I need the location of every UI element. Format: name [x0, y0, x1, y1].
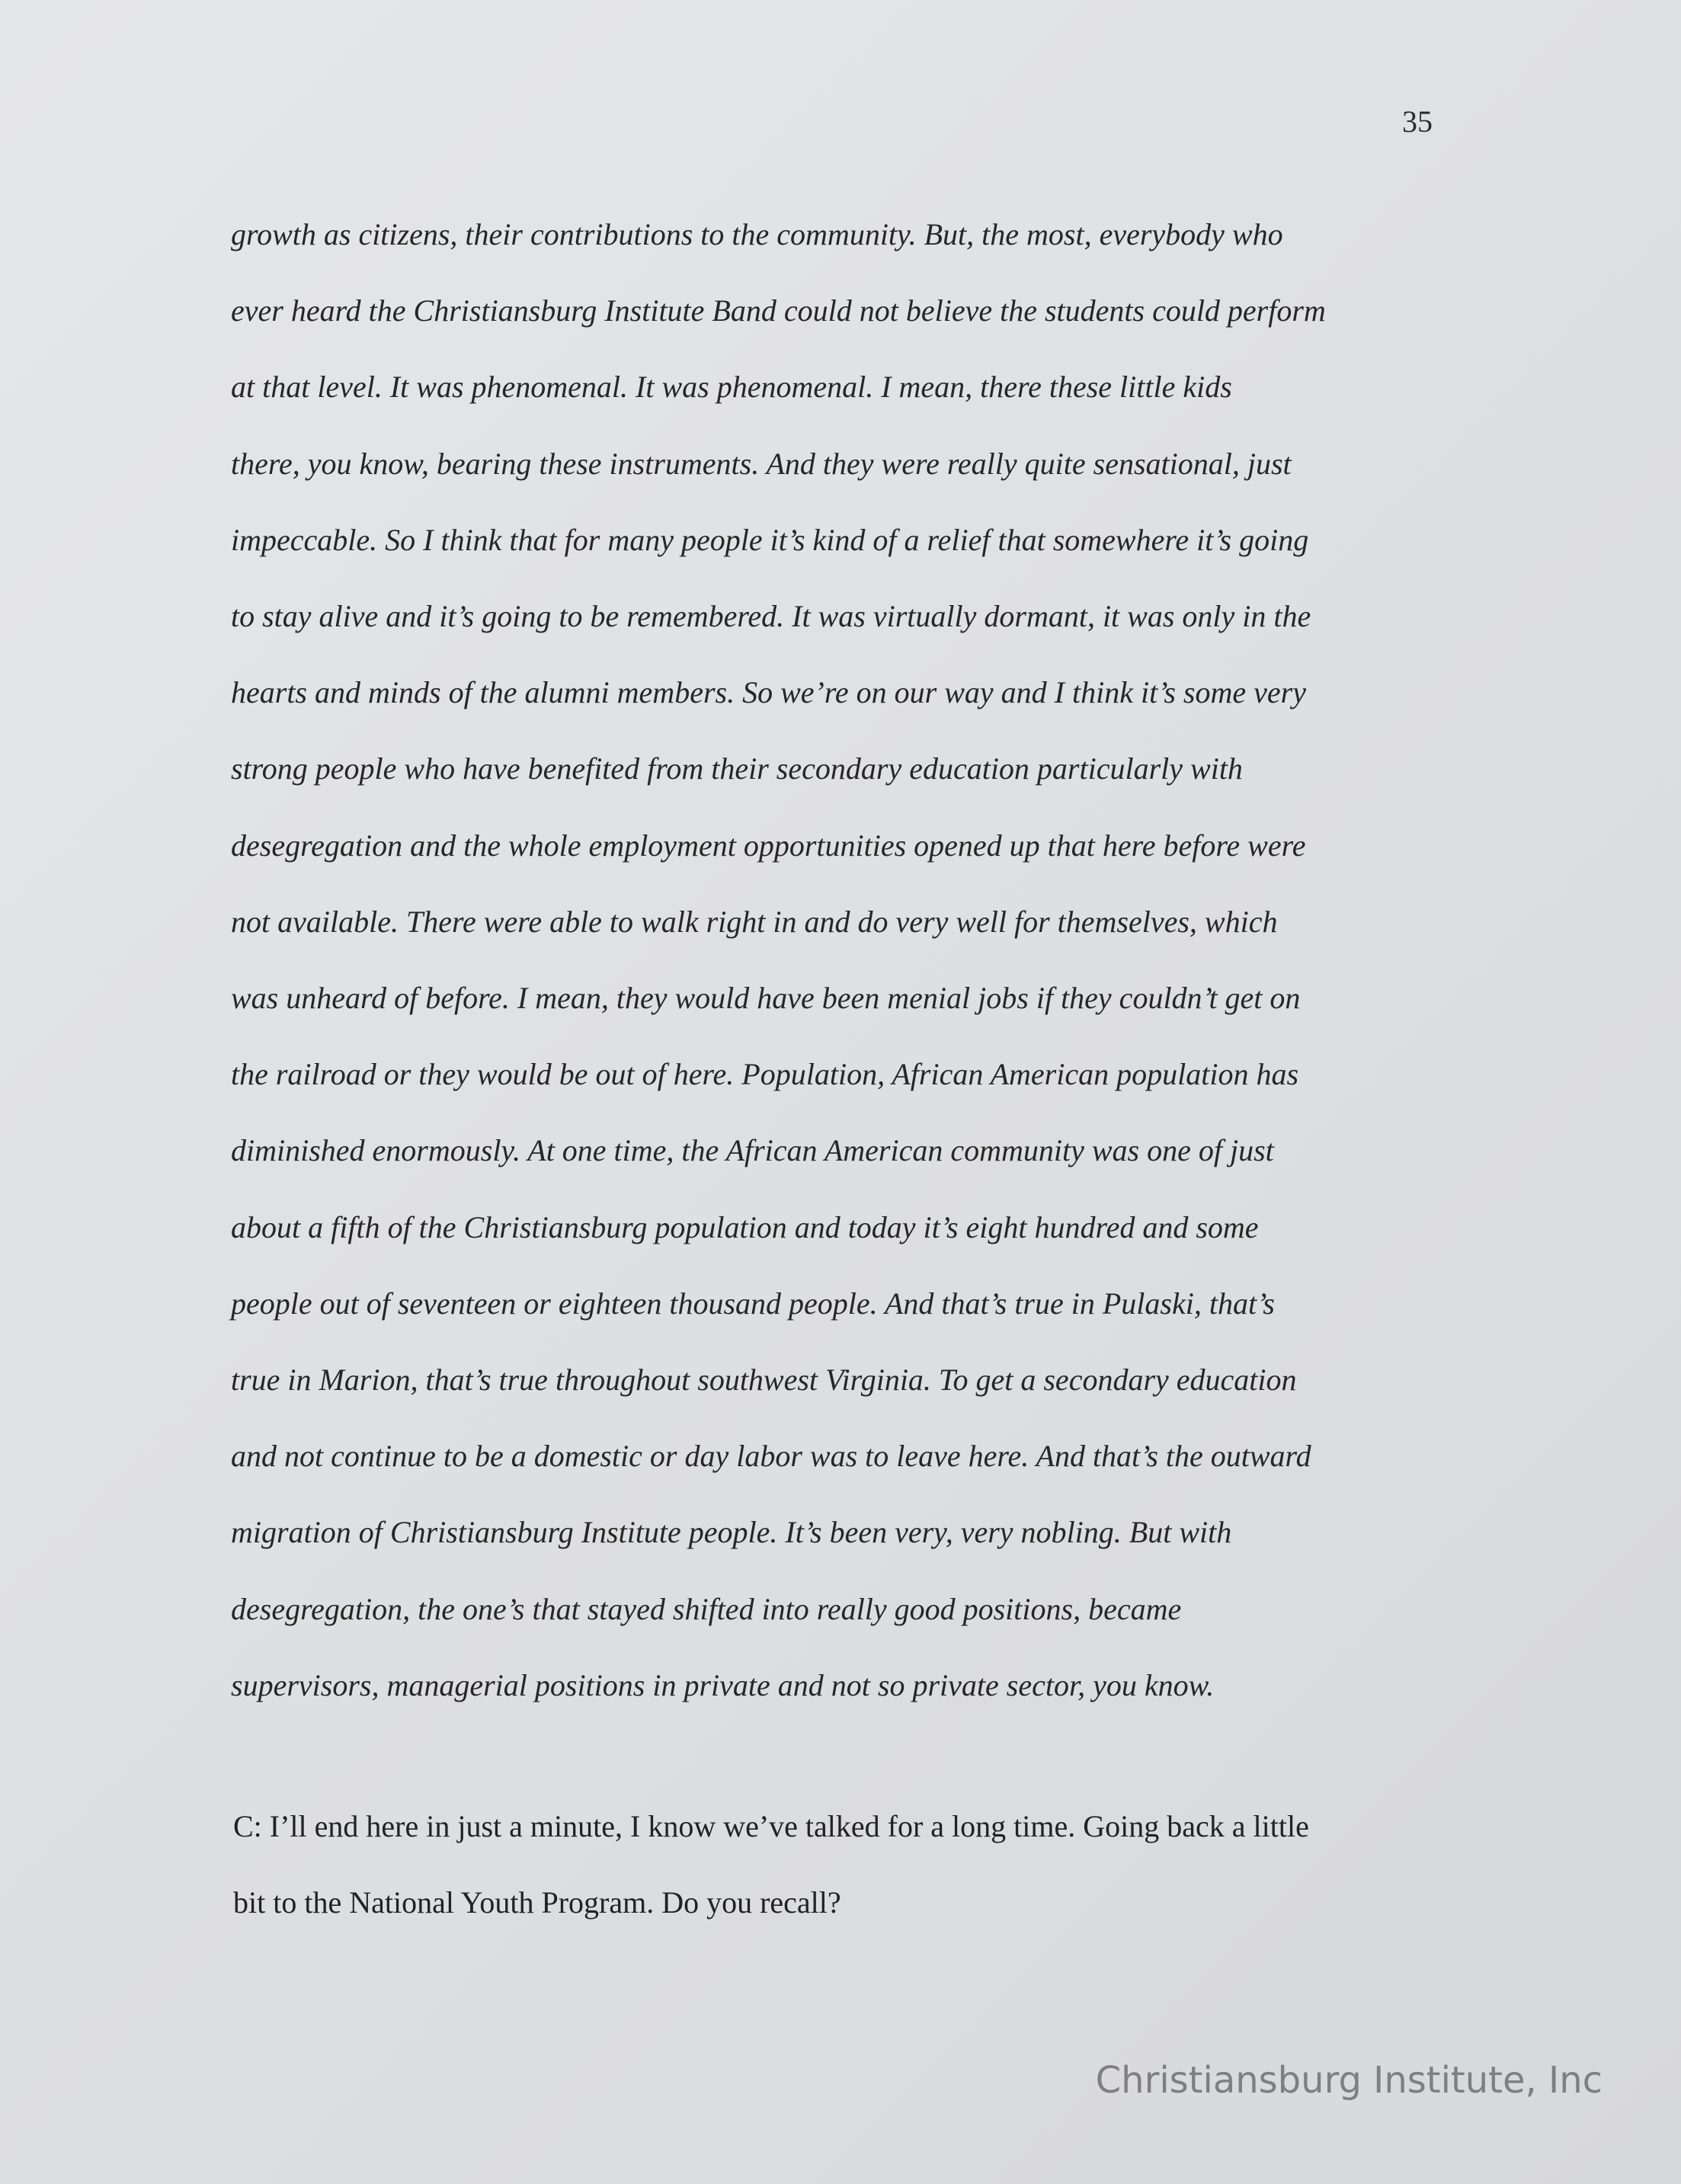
- text-line: diminished enormously. At one time, the African American community was one of just: [231, 1133, 1274, 1168]
- text-line: people out of seventeen or eighteen thousand people. And that’s true in Pulaski, that’s: [231, 1286, 1275, 1321]
- question-line: bit to the National Youth Program. Do you recall?: [233, 1885, 841, 1920]
- text-line: hearts and minds of the alumni members. So we’re on our way and I think it’s some very: [231, 675, 1306, 710]
- text-line: ever heard the Christiansburg Institute Band could not believe the students could perform: [231, 293, 1326, 328]
- text-line: strong people who have benefited from their secondary education particularly with: [231, 751, 1243, 786]
- text-line: impeccable. So I think that for many people it’s kind of a relief that somewhere it’s going: [231, 522, 1309, 557]
- question-line: C: I’ll end here in just a minute, I know we’ve talked for a long time. Going back a little: [233, 1809, 1309, 1843]
- text-line: migration of Christiansburg Institute people. It’s been very, very nobling. But with: [231, 1515, 1232, 1550]
- text-line: supervisors, managerial positions in private and not so private sector, you know.: [231, 1667, 1215, 1702]
- text-line: not available. There were able to walk right in and do very well for themselves, which: [231, 904, 1278, 939]
- narrative-paragraph: [231, 197, 1450, 1724]
- text-line: the railroad or they would be out of here. Population, African American population has: [231, 1057, 1299, 1092]
- text-line: desegregation and the whole employment opportunities opened up that here before were: [231, 828, 1306, 863]
- interviewer-question: [233, 1789, 1452, 1941]
- watermark: Christiansburg Institute, Inc: [1095, 2059, 1603, 2102]
- text-line: was unheard of before. I mean, they would have been menial jobs if they couldn’t get on: [231, 981, 1301, 1016]
- text-line: desegregation, the one’s that stayed shifted into really good positions, became: [231, 1591, 1182, 1626]
- text-line: about a fifth of the Christiansburg population and today it’s eight hundred and some: [231, 1209, 1259, 1244]
- text-line: there, you know, bearing these instruments. And they were really quite sensational, just: [231, 446, 1292, 481]
- text-line: and not continue to be a domestic or day labor was to leave here. And that’s the outward: [231, 1439, 1311, 1474]
- text-line: at that level. It was phenomenal. It was phenomenal. I mean, there these little kids: [231, 370, 1232, 405]
- text-line: growth as citizens, their contributions to the community. But, the most, everybody who: [231, 217, 1283, 251]
- text-line: to stay alive and it’s going to be remembered. It was virtually dormant, it was only in the: [231, 599, 1311, 634]
- page-number: 35: [1402, 104, 1433, 139]
- text-line: true in Marion, that’s true throughout southwest Virginia. To get a secondary education: [231, 1363, 1297, 1398]
